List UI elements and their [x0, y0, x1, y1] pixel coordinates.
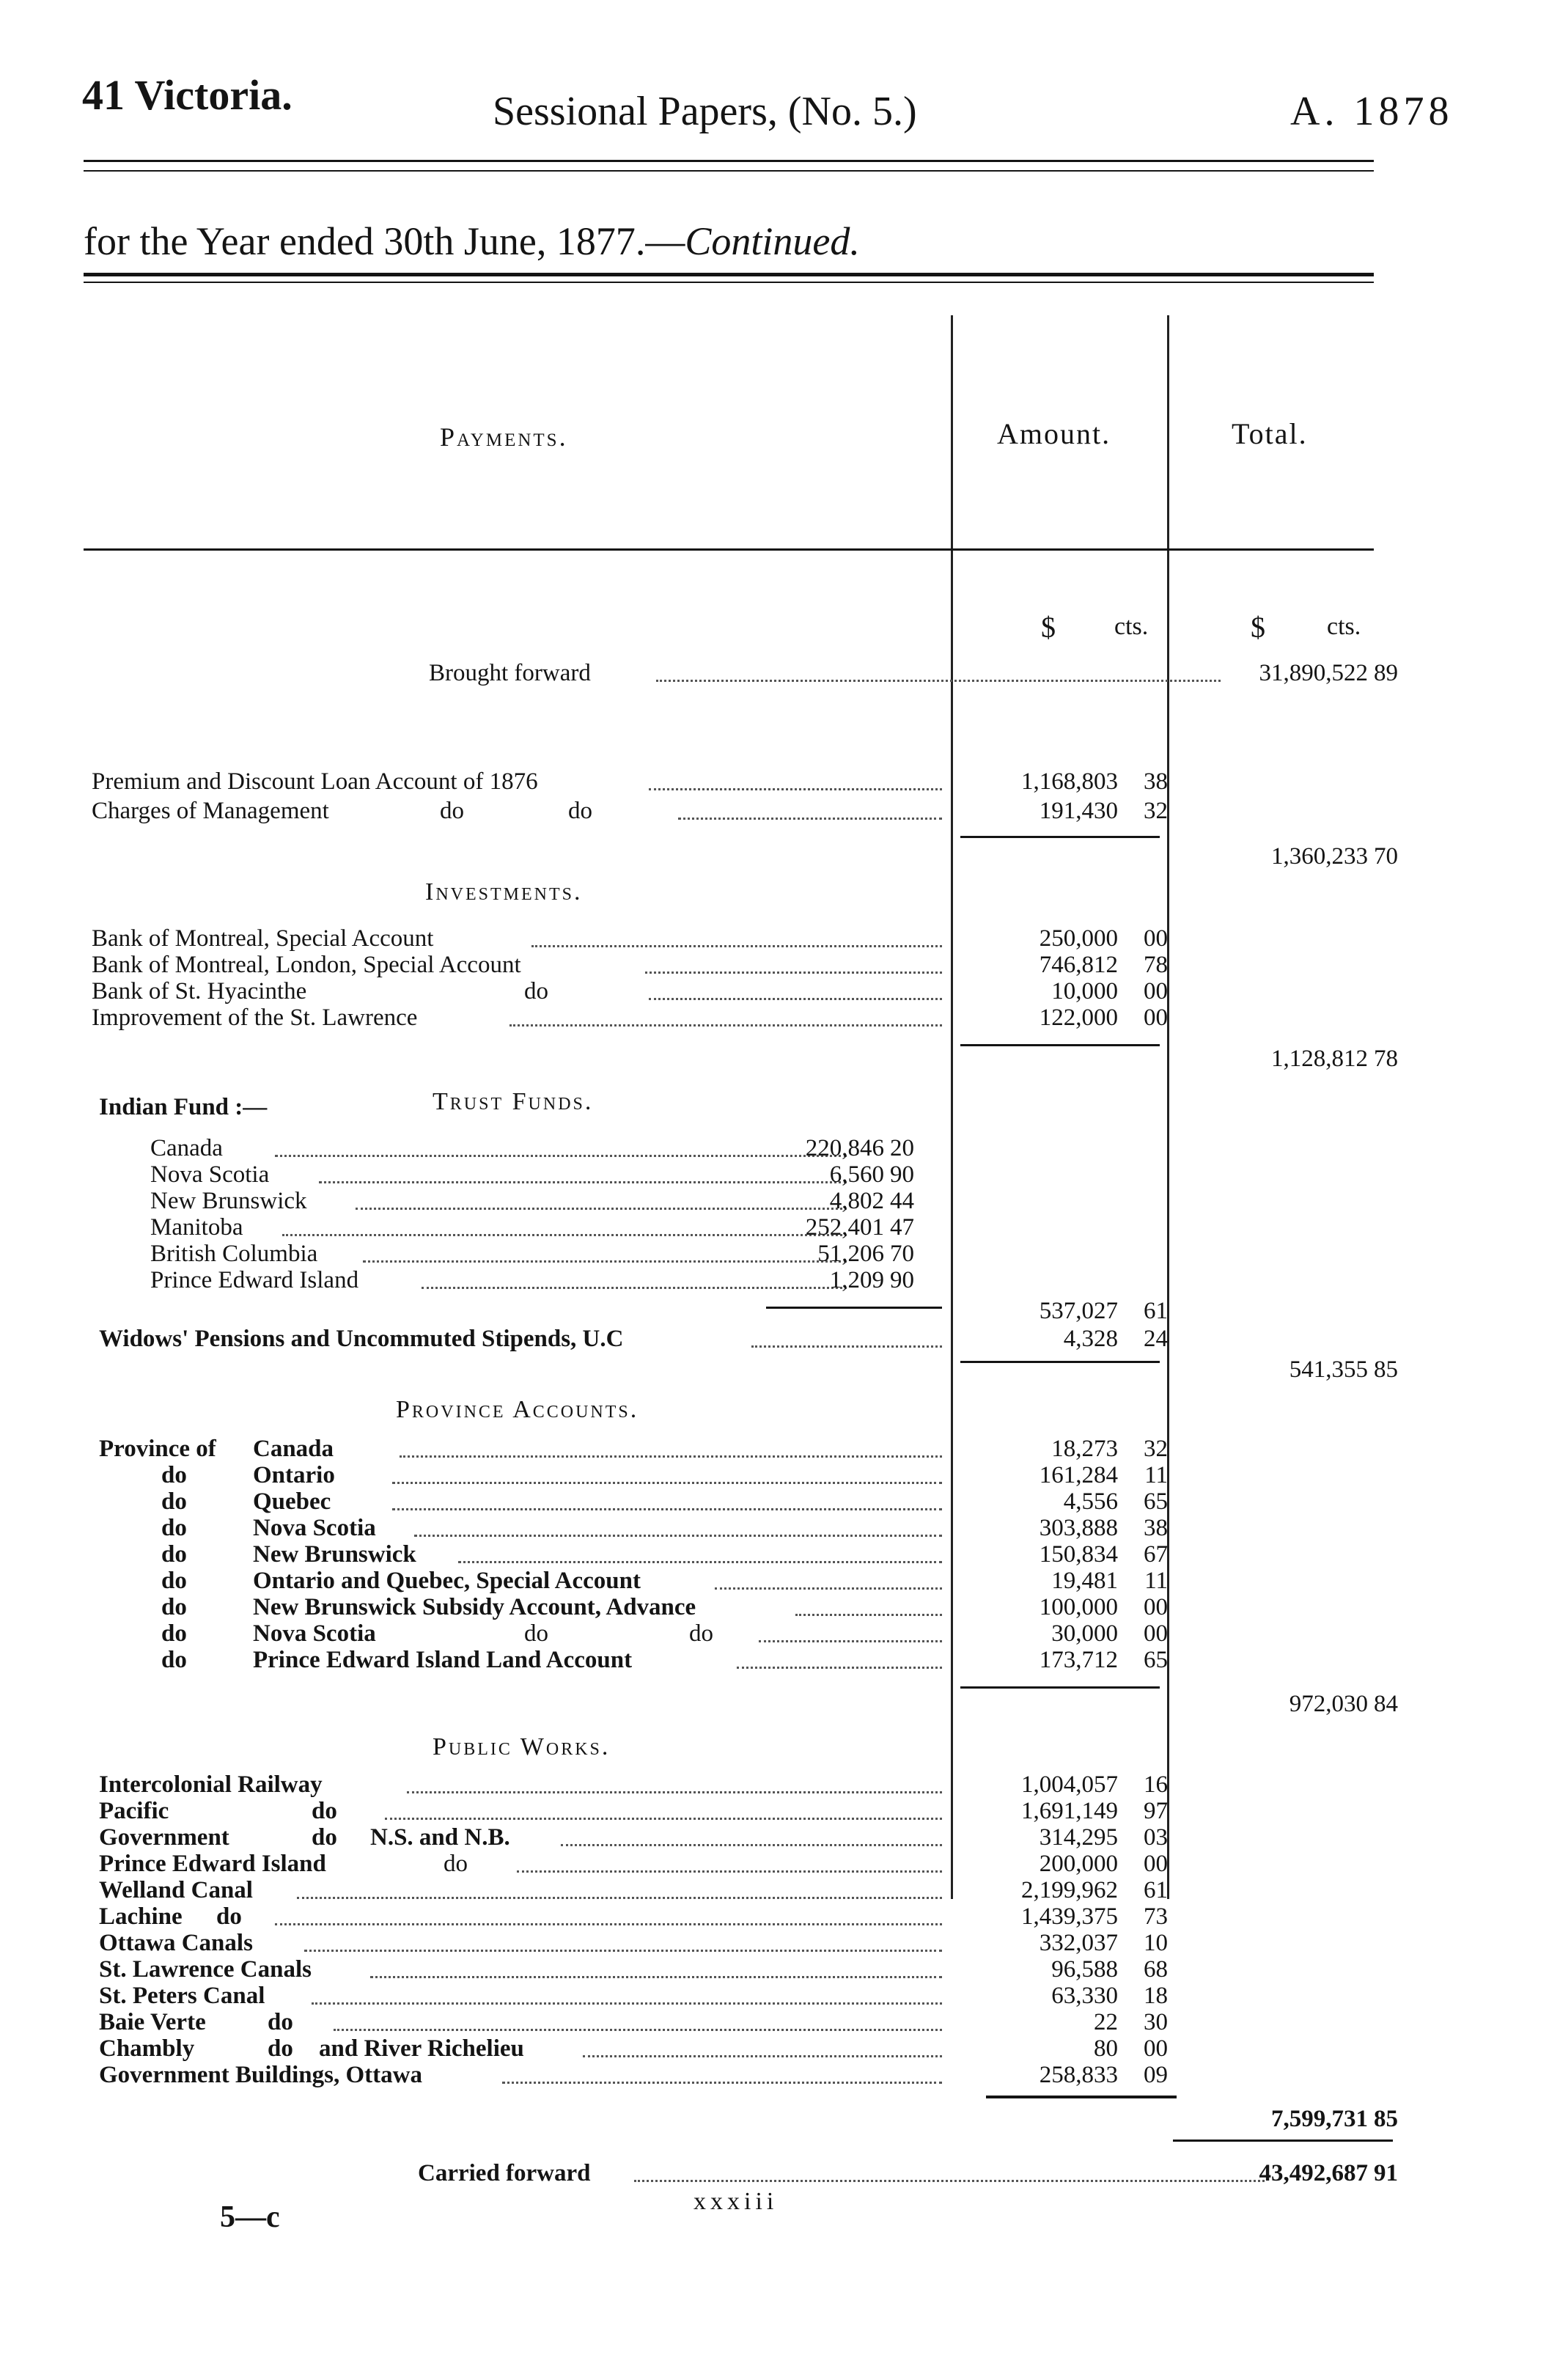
- column-header-rule: [84, 548, 1374, 551]
- leader-dots: [561, 1818, 942, 1846]
- ditto-mark: do: [524, 978, 548, 1004]
- public-works-amount: 80: [1094, 2035, 1118, 2062]
- public-works-amount-cents: 10: [1144, 1930, 1168, 1956]
- public-works-amount-cents: 16: [1144, 1771, 1168, 1798]
- public-works-amount: 96,588: [1051, 1956, 1118, 1983]
- public-works-amount: 314,295: [1039, 1824, 1118, 1851]
- investment-amount: 250,000: [1039, 925, 1118, 952]
- leader-dots: [502, 2055, 942, 2084]
- indian-fund-row: [92, 1094, 1558, 1120]
- province-prefix: do: [161, 1620, 187, 1647]
- indian-fund-label: Indian Fund :—: [99, 1094, 268, 1120]
- indian-fund-item-label: Prince Edward Island: [150, 1267, 359, 1293]
- ditto-mark: do: [568, 798, 592, 824]
- indian-fund-item-label: British Columbia: [150, 1241, 318, 1267]
- leader-dots: [645, 945, 942, 974]
- year-label: A. 1878: [1290, 89, 1454, 134]
- province-account-label: Ontario and Quebec, Special Account: [253, 1568, 641, 1594]
- province-account-amount: 303,888: [1039, 1515, 1118, 1541]
- total-cents-label: cts.: [1327, 613, 1361, 640]
- leader-dots: [304, 1923, 942, 1952]
- province-prefix: do: [161, 1488, 187, 1515]
- public-works-amount: 63,330: [1051, 1983, 1118, 2009]
- investment-label: Improvement of the St. Lawrence: [92, 1004, 418, 1031]
- indian-fund-item-amount: 51,206: [817, 1241, 884, 1267]
- public-works-label: Government: [99, 1824, 229, 1851]
- public-works-amount-cents: 18: [1144, 1983, 1168, 2009]
- public-works-label-suffix: and River Richelieu: [319, 2035, 524, 2062]
- province-account-amount-cents: 11: [1144, 1462, 1168, 1488]
- premium-amount-cents: 38: [1144, 768, 1168, 795]
- grand-total-rule: [1173, 2140, 1393, 2142]
- indian-fund-item-amount: 6,560: [829, 1161, 884, 1188]
- public-works-amount-cents: 03: [1144, 1824, 1168, 1851]
- leader-dots: [297, 1870, 942, 1899]
- investment-amount-cents: 00: [1144, 1004, 1168, 1031]
- brought-forward-total-cents: 89: [1374, 660, 1398, 686]
- indian-fund-item-cents: 90: [890, 1267, 914, 1293]
- leader-dots: [583, 2029, 942, 2057]
- leader-dots: [649, 972, 942, 1000]
- public-works-total-cents: 85: [1374, 2106, 1398, 2132]
- investment-label: Bank of Montreal, Special Account: [92, 925, 434, 952]
- province-account-amount: 19,481: [1051, 1568, 1118, 1594]
- public-works-row: [92, 2062, 1558, 2088]
- leader-dots: [392, 1455, 942, 1484]
- subtitle-continued: Continued.: [685, 219, 860, 263]
- public-works-amount-cents: 09: [1144, 2062, 1168, 2088]
- province-account-label: Quebec: [253, 1488, 331, 1515]
- carried-forward-label: Carried forward: [418, 2160, 591, 2186]
- leader-dots: [634, 2153, 1265, 2182]
- public-works-heading: Public Works.: [433, 1733, 611, 1760]
- indian-fund-item-label: Nova Scotia: [150, 1161, 270, 1188]
- public-works-label: St. Lawrence Canals: [99, 1956, 312, 1983]
- public-works-amount-cents: 68: [1144, 1956, 1168, 1983]
- public-works-label: Baie Verte: [99, 2009, 206, 2035]
- province-account-label: New Brunswick: [253, 1541, 416, 1568]
- carried-forward-row: [92, 2160, 1558, 2186]
- province-account-amount: 173,712: [1039, 1647, 1118, 1673]
- ditto-mark: do: [440, 798, 464, 824]
- total-dollar-sign: $: [1251, 611, 1265, 644]
- subtotal-rule: [986, 2096, 1177, 2098]
- leader-dots: [370, 1950, 942, 1978]
- brought-forward-total: 31,890,522: [1259, 660, 1368, 686]
- trust-funds-heading: Trust Funds.: [433, 1088, 594, 1115]
- brought-forward-label: Brought forward: [429, 660, 591, 686]
- province-accounts-heading: Province Accounts.: [396, 1396, 639, 1423]
- province-account-amount-cents: 67: [1144, 1541, 1168, 1568]
- leader-dots: [334, 2002, 942, 2031]
- ditto-mark: do: [524, 1620, 548, 1647]
- indian-fund-item-cents: 47: [890, 1214, 914, 1241]
- province-account-label: Prince Edward Island Land Account: [253, 1647, 633, 1673]
- charges-management-amount-cents: 32: [1144, 798, 1168, 824]
- leader-dots: [531, 919, 942, 947]
- public-works-label: Government Buildings, Ottawa: [99, 2062, 422, 2088]
- column-header-payments: Payments.: [440, 422, 568, 452]
- province-account-amount: 4,556: [1063, 1488, 1118, 1515]
- session-label: 41 Victoria.: [82, 71, 292, 119]
- header-rule-top: [84, 160, 1374, 162]
- province-prefix: do: [161, 1568, 187, 1594]
- investment-amount: 10,000: [1051, 978, 1118, 1004]
- public-works-total: 7,599,731: [1271, 2106, 1368, 2132]
- amount-cents-label: cts.: [1114, 613, 1149, 640]
- indian-fund-item-label: Manitoba: [150, 1214, 243, 1241]
- indian-fund-total-cents: 61: [1144, 1298, 1168, 1324]
- ditto-mark: do: [268, 2035, 293, 2062]
- indian-fund-item-amount: 252,401: [805, 1214, 884, 1241]
- public-works-amount: 200,000: [1039, 1851, 1118, 1877]
- premium-amount: 1,168,803: [1021, 768, 1118, 795]
- leader-dots: [400, 1429, 942, 1458]
- table-top-rule-thin: [84, 282, 1374, 283]
- document-title: Sessional Papers, (No. 5.): [493, 89, 917, 134]
- leader-dots: [312, 1976, 942, 2005]
- province-account-label: Ontario: [253, 1462, 335, 1488]
- brought-forward-row: [92, 660, 1558, 686]
- indian-fund-total: 537,027: [1039, 1298, 1118, 1324]
- amount-dollar-sign: $: [1041, 611, 1056, 644]
- subtitle-main: for the Year ended 30th June, 1877.—: [84, 219, 685, 263]
- leader-dots: [407, 1765, 942, 1793]
- public-works-label: Ottawa Canals: [99, 1930, 253, 1956]
- indian-fund-item-cents: 90: [890, 1161, 914, 1188]
- indian-fund-item-amount: 220,846: [805, 1135, 884, 1161]
- province-account-label: New Brunswick Subsidy Account, Advance: [253, 1594, 696, 1620]
- public-works-amount: 1,439,375: [1021, 1903, 1118, 1930]
- public-works-label: Prince Edward Island: [99, 1851, 326, 1877]
- indian-fund-item-cents: 20: [890, 1135, 914, 1161]
- premium-total-row: [92, 843, 1558, 870]
- ditto-mark: do: [689, 1620, 713, 1647]
- province-prefix: do: [161, 1515, 187, 1541]
- trust-funds-total: 541,355: [1289, 1356, 1368, 1383]
- public-works-amount-cents: 30: [1144, 2009, 1168, 2035]
- widows-pensions-amount: 4,328: [1063, 1326, 1118, 1352]
- investment-amount: 122,000: [1039, 1004, 1118, 1031]
- column-header-amount: Amount.: [997, 417, 1111, 450]
- leader-dots: [517, 1844, 942, 1873]
- carried-forward-total-cents: 91: [1374, 2160, 1398, 2186]
- public-works-label: Pacific: [99, 1798, 169, 1824]
- ditto-mark: do: [312, 1824, 337, 1851]
- leader-dots: [414, 1508, 942, 1537]
- page-number: xxxiii: [693, 2188, 779, 2215]
- province-prefix: do: [161, 1647, 187, 1673]
- statement-subtitle: [84, 218, 860, 264]
- trust-funds-total-cents: 85: [1374, 1356, 1398, 1383]
- public-works-amount: 2,199,962: [1021, 1877, 1118, 1903]
- widows-pensions-amount-cents: 24: [1144, 1326, 1168, 1352]
- subtotal-rule: [960, 1686, 1160, 1689]
- leader-dots: [458, 1535, 942, 1563]
- investment-amount-cents: 78: [1144, 952, 1168, 978]
- province-account-amount-cents: 38: [1144, 1515, 1168, 1541]
- premium-total-cents: 70: [1374, 843, 1398, 870]
- public-works-label: Lachine: [99, 1903, 183, 1930]
- public-works-label-suffix: N.S. and N.B.: [370, 1824, 510, 1851]
- indian-fund-item-amount: 1,209: [829, 1267, 884, 1293]
- province-account-amount-cents: 00: [1144, 1620, 1168, 1647]
- public-works-label: Intercolonial Railway: [99, 1771, 323, 1798]
- leader-dots: [656, 653, 1221, 682]
- province-account-amount: 18,273: [1051, 1436, 1118, 1462]
- public-works-label: St. Peters Canal: [99, 1983, 265, 2009]
- province-account-amount: 100,000: [1039, 1594, 1118, 1620]
- public-works-amount: 1,691,149: [1021, 1798, 1118, 1824]
- province-account-amount-cents: 32: [1144, 1436, 1168, 1462]
- subtotal-rule: [960, 836, 1160, 838]
- investment-amount-cents: 00: [1144, 925, 1168, 952]
- province-account-label: Canada: [253, 1436, 334, 1462]
- indian-fund-item-label: Canada: [150, 1135, 223, 1161]
- public-works-amount-cents: 97: [1144, 1798, 1168, 1824]
- charges-management-label: Charges of Management: [92, 798, 329, 824]
- public-works-amount: 22: [1094, 2009, 1118, 2035]
- province-accounts-total: 972,030: [1289, 1691, 1368, 1717]
- province-account-amount: 161,284: [1039, 1462, 1118, 1488]
- investment-label: Bank of Montreal, London, Special Account: [92, 952, 521, 978]
- investments-heading: Investments.: [425, 878, 583, 906]
- ditto-mark: do: [312, 1798, 337, 1824]
- indian-fund-item-cents: 70: [890, 1241, 914, 1267]
- province-account-label: Nova Scotia: [253, 1515, 376, 1541]
- trust-funds-total-row: [92, 1356, 1558, 1383]
- province-account-amount-cents: 11: [1144, 1568, 1168, 1594]
- table-top-rule: [84, 273, 1374, 276]
- investments-total: 1,128,812: [1271, 1046, 1368, 1072]
- leader-dots: [649, 762, 942, 790]
- signature-mark: 5—c: [220, 2200, 280, 2234]
- indian-fund-item: [92, 1267, 1558, 1293]
- ditto-mark: do: [216, 1903, 242, 1930]
- investment-amount-cents: 00: [1144, 978, 1168, 1004]
- public-works-amount: 332,037: [1039, 1930, 1118, 1956]
- leader-dots: [385, 1791, 942, 1820]
- charges-management-amount: 191,430: [1039, 798, 1118, 824]
- public-works-amount-cents: 00: [1144, 1851, 1168, 1877]
- ditto-mark: do: [444, 1851, 468, 1877]
- public-works-amount-cents: 73: [1144, 1903, 1168, 1930]
- public-works-amount-cents: 00: [1144, 2035, 1168, 2062]
- ditto-mark: do: [268, 2009, 293, 2035]
- indian-fund-item-cents: 44: [890, 1188, 914, 1214]
- public-works-total-row: [92, 2106, 1558, 2132]
- province-prefix: do: [161, 1594, 187, 1620]
- charges-management-row: [92, 798, 1558, 824]
- province-prefix: Province of: [99, 1436, 216, 1462]
- public-works-amount: 258,833: [1039, 2062, 1118, 2088]
- province-account-amount: 150,834: [1039, 1541, 1118, 1568]
- province-account-amount: 30,000: [1051, 1620, 1118, 1647]
- public-works-amount: 1,004,057: [1021, 1771, 1118, 1798]
- leader-dots: [678, 791, 942, 820]
- investment-label: Bank of St. Hyacinthe: [92, 978, 307, 1004]
- widows-pensions-label: Widows' Pensions and Uncommuted Stipends, U.C: [99, 1326, 624, 1352]
- province-account-amount-cents: 00: [1144, 1594, 1168, 1620]
- leader-dots: [509, 998, 942, 1026]
- premium-label: Premium and Discount Loan Account of 1876: [92, 768, 538, 795]
- leader-dots: [275, 1897, 942, 1925]
- column-header-total: Total.: [1232, 417, 1308, 450]
- public-works-amount-cents: 61: [1144, 1877, 1168, 1903]
- public-works-label: Welland Canal: [99, 1877, 253, 1903]
- province-account-amount-cents: 65: [1144, 1647, 1168, 1673]
- premium-total: 1,360,233: [1271, 843, 1368, 870]
- province-prefix: do: [161, 1462, 187, 1488]
- leader-dots: [392, 1482, 942, 1510]
- province-accounts-total-cents: 84: [1374, 1691, 1398, 1717]
- widows-pensions-row: [92, 1326, 1558, 1352]
- investments-total-cents: 78: [1374, 1046, 1398, 1072]
- carried-forward-total: 43,492,687: [1259, 2160, 1368, 2186]
- indian-fund-item-label: New Brunswick: [150, 1188, 307, 1214]
- investments-total-row: [92, 1046, 1558, 1072]
- investment-amount: 746,812: [1039, 952, 1118, 978]
- province-account-label: Nova Scotia: [253, 1620, 376, 1647]
- province-accounts-total-row: [92, 1691, 1558, 1717]
- province-account-amount-cents: 65: [1144, 1488, 1168, 1515]
- public-works-label: Chambly: [99, 2035, 195, 2062]
- province-account-row: [92, 1647, 1558, 1673]
- province-prefix: do: [161, 1541, 187, 1568]
- indian-fund-item-amount: 4,802: [829, 1188, 884, 1214]
- investment-row: [92, 1004, 1558, 1031]
- header-rule-bottom: [84, 170, 1374, 172]
